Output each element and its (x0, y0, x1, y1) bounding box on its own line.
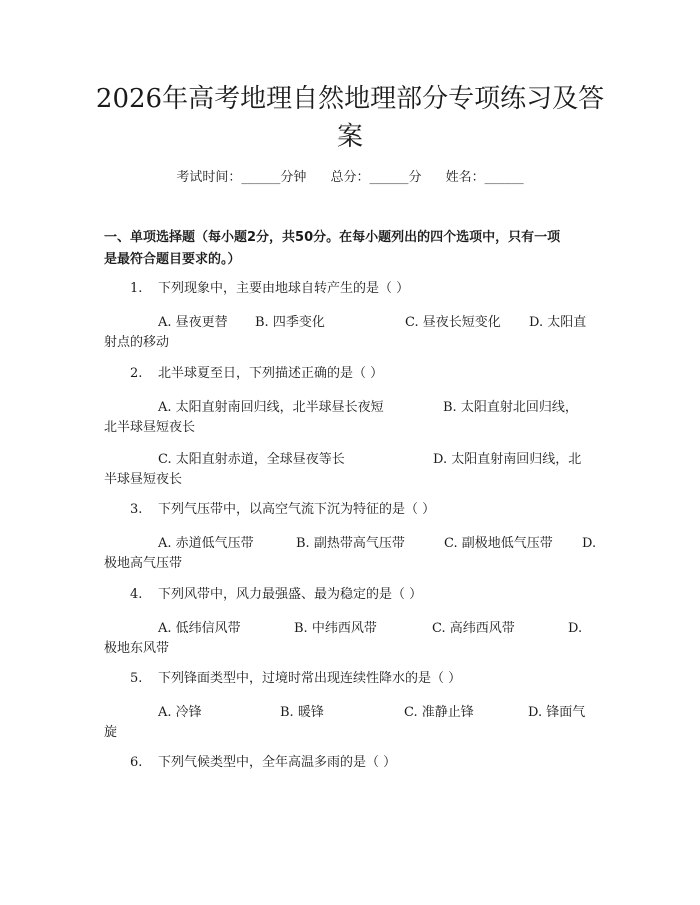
exam-name: 姓名：______ (445, 170, 524, 185)
question-text: 下列现象中，主要由地球自转产生的是（ ） (158, 281, 410, 296)
option-b: B. 暖锋 (280, 705, 324, 720)
option-c: C. 准静止锋 (404, 705, 474, 720)
option-d: D. (582, 536, 597, 551)
option-c: C. 副极地低气压带 (444, 536, 553, 551)
option-b-continued: 北半球昼短夜长 (104, 420, 196, 435)
title-line-1: 2026年高考地理自然地理部分专项练习及答 (95, 84, 605, 114)
question-number: 1. (130, 281, 143, 296)
question-number: 3. (130, 502, 143, 517)
section-heading (104, 227, 604, 271)
option-d: D. 太阳直 (529, 315, 587, 330)
question-number: 6. (130, 755, 143, 770)
question-text: 北半球夏至日，下列描述正确的是（ ） (158, 366, 384, 381)
option-b: B. 太阳直射北回归线， (443, 400, 578, 415)
option-c: C. 高纬西风带 (432, 621, 515, 636)
question-text: 下列气候类型中，全年高温多雨的是（ ） (158, 755, 397, 770)
option-c: C. 昼夜长短变化 (405, 315, 501, 330)
option-a: A. 低纬信风带 (158, 621, 241, 636)
question-5 (130, 669, 461, 689)
option-d-continued: 旋 (104, 725, 118, 740)
option-a: A. 太阳直射南回归线，北半球昼长夜短 (158, 400, 384, 415)
exam-info (0, 168, 700, 188)
question-text: 下列气压带中，以高空气流下沉为特征的是（ ） (158, 502, 436, 517)
section-heading-line-2: 是最符合题目要求的。） (104, 252, 241, 267)
option-d-continued: 极地东风带 (104, 641, 170, 656)
page-title (80, 80, 620, 156)
option-a: A. 冷锋 (158, 705, 202, 720)
option-d: D. 锋面气 (528, 705, 586, 720)
question-number: 2. (130, 366, 143, 381)
title-line-2: 案 (336, 122, 363, 152)
option-d-continued: 半球昼短夜长 (104, 472, 183, 487)
question-2 (130, 364, 383, 384)
option-a: A. 昼夜更替 (158, 315, 228, 330)
exam-time: 考试时间：______分钟 (176, 170, 307, 185)
option-d: D. 太阳直射南回归线，北 (433, 452, 582, 467)
option-b: B. 副热带高气压带 (296, 536, 405, 551)
question-3 (130, 500, 435, 520)
question-text: 下列锋面类型中，过境时常出现连续性降水的是（ ） (158, 671, 462, 686)
question-number: 5. (130, 671, 143, 686)
question-6 (130, 753, 396, 773)
option-a: A. 赤道低气压带 (158, 536, 254, 551)
option-c: C. 太阳直射赤道，全球昼夜等长 (158, 452, 345, 467)
section-heading-line-1: 一、单项选择题（每小题2分，共50分。在每小题列出的四个选项中，只有一项 (104, 230, 561, 245)
option-b: B. 中纬西风带 (294, 621, 377, 636)
question-number: 4. (130, 587, 143, 602)
option-d: D. (568, 621, 583, 636)
question-4 (130, 585, 422, 605)
option-d-continued: 射点的移动 (104, 335, 170, 350)
question-1 (130, 279, 409, 299)
exam-score: 总分：______分 (330, 170, 422, 185)
option-b: B. 四季变化 (255, 315, 325, 330)
question-text: 下列风带中，风力最强盛、最为稳定的是（ ） (158, 587, 423, 602)
option-d-continued: 极地高气压带 (104, 556, 183, 571)
